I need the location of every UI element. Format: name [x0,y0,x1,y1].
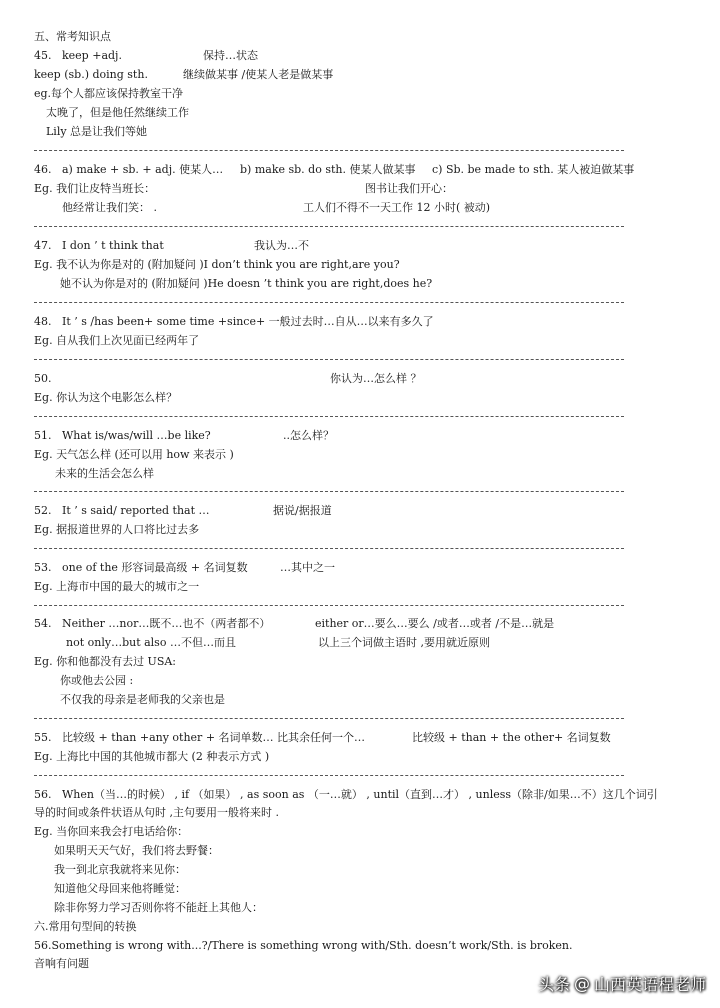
item-phrase: I don ’ t think that [62,239,164,252]
watermark [538,968,706,998]
example-line: Eg. 据报道世界的人口将比过去多 [34,523,200,536]
item-number: 56. [34,788,52,801]
item-phrase: 比较级 + than +any other + 名词单数… 比其余任何一个… [62,731,366,744]
item-number: 48. [34,315,52,328]
item-number: 45. [34,49,52,62]
item-phrase: Neither …nor…既不…也不（两者都不） [62,617,271,630]
divider [34,226,624,227]
item-number: 47. [34,239,52,252]
item-phrase: either or…要么…要么 /或者…或者 /不是…就是 [315,617,555,630]
example-line: Eg. 上海比中国的其他城市都大 (2 种表示方式 ) [34,750,270,763]
item-meaning: ..怎么样？ [283,429,334,442]
example-line: 工人们不得不一天工作 12 小时( 被动) [303,201,491,214]
watermark-name: 山西英语程老师 [593,974,706,994]
example-line: 他经常让我们笑： . [62,201,157,214]
item-meaning: 以上三个词做主语时 ,要用就近原则 [318,636,490,649]
divider [34,718,624,719]
example-line: 知道他父母回来他将睡觉： [54,882,186,895]
item-phrase: not only…but also …不但…而且 [66,636,236,649]
example-line: 音响有问题 [34,957,89,970]
item-number: 52. [34,504,52,517]
item-number: 51. [34,429,52,442]
item-meaning: 我认为…不 [254,239,309,252]
divider [34,548,624,549]
item-phrase: What is/was/will …be like? [62,429,211,442]
section-heading: 五、常考知识点 [34,30,111,43]
example-line: Eg. 我不认为你是对的 (附加疑问 )I don’t think you are right,are you? [34,258,400,271]
item-meaning: 保持…状态 [203,49,258,62]
example-line: Eg. 当你回来我会打电话给你： [34,825,189,838]
item-number: 55. [34,731,52,744]
example-line: 她不认为你是对的 (附加疑问 )He doesn ’t think you are right,does he? [60,277,433,290]
example-line: Eg. 你和他都没有去过 USA: [34,655,177,668]
example-line: 你或他去公园 : [60,674,134,687]
divider [34,302,624,303]
example-line: Lily 总是让我们等她 [46,125,148,138]
example-line: Eg. 上海市中国的最大的城市之一 [34,580,200,593]
item-phrase: 比较级 + than + the other+ 名词复数 [412,731,611,744]
divider [34,491,624,492]
divider [34,359,624,360]
example-line: Eg. 自从我们上次见面已经两年了 [34,334,200,347]
item-phrase: When（当…的时候） , if （如果） , as soon as （一…就） , until（直到…才） , unless（除非/如果…不）这几个词引 [62,788,658,801]
example-line: 我一到北京我就将来见你： [54,863,186,876]
example-line: 不仅我的母亲是老师我的父亲也是 [60,693,225,706]
item-meaning: …其中之一 [280,561,335,574]
example-line: 图书让我们开心： [365,182,453,195]
item-meaning: 你认为…怎么样 ？ [330,372,422,385]
item-phrase: keep +adj. [62,49,122,62]
item-phrase: c) Sb. be made to sth. 某人被迫做某事 [432,163,635,176]
example-line: Eg. 我们让皮特当班长： [34,182,156,195]
item-number: 54. [34,617,52,630]
divider [34,605,624,606]
item-phrase: It ’ s /has been+ some time +since+ 一般过去时…自从…以来有多久了 [62,315,434,328]
item-phrase: 56.Something is wrong with...?/There is something wrong with/Sth. doesn’t work/Sth. is broken. [34,939,573,952]
item-phrase: a) make + sb. + adj. 使某人… [62,163,224,176]
item-number: 46. [34,163,52,176]
divider [34,416,624,417]
example-line: 太晚了，但是他任然继续工作 [46,106,189,119]
divider [34,775,624,776]
item-phrase: It ’ s said/ reported that … [62,504,210,517]
item-number: 50. [34,372,52,385]
example-line: 未来的生活会怎么样 [55,467,154,480]
divider [34,150,624,151]
watermark-prefix: 头条 [537,974,570,994]
item-phrase: b) make sb. do sth. 使某人做某事 [240,163,416,176]
at-icon: @ [573,973,590,993]
example-line: 如果明天天气好，我们将去野餐： [54,844,219,857]
example-line: Eg. 天气怎么样 (还可以用 how 来表示 ) [34,448,234,461]
item-phrase: 导的时间或条件状语从句时 ,主句要用一般将来时 . [34,806,279,819]
item-phrase: one of the 形容词最高级 + 名词复数 [62,561,248,574]
example-line: eg.每个人都应该保持教室干净 [34,87,184,100]
example-line: Eg. 你认为这个电影怎么样？ [34,391,178,404]
example-line: 除非你努力学习否则你将不能赶上其他人： [54,901,263,914]
item-phrase: keep (sb.) doing sth. [34,68,148,81]
item-number: 53. [34,561,52,574]
item-meaning: 据说/据报道 [273,504,332,517]
section-heading: 六.常用句型间的转换 [34,920,137,933]
item-meaning: 继续做某事 /使某人老是做某事 [183,68,334,81]
